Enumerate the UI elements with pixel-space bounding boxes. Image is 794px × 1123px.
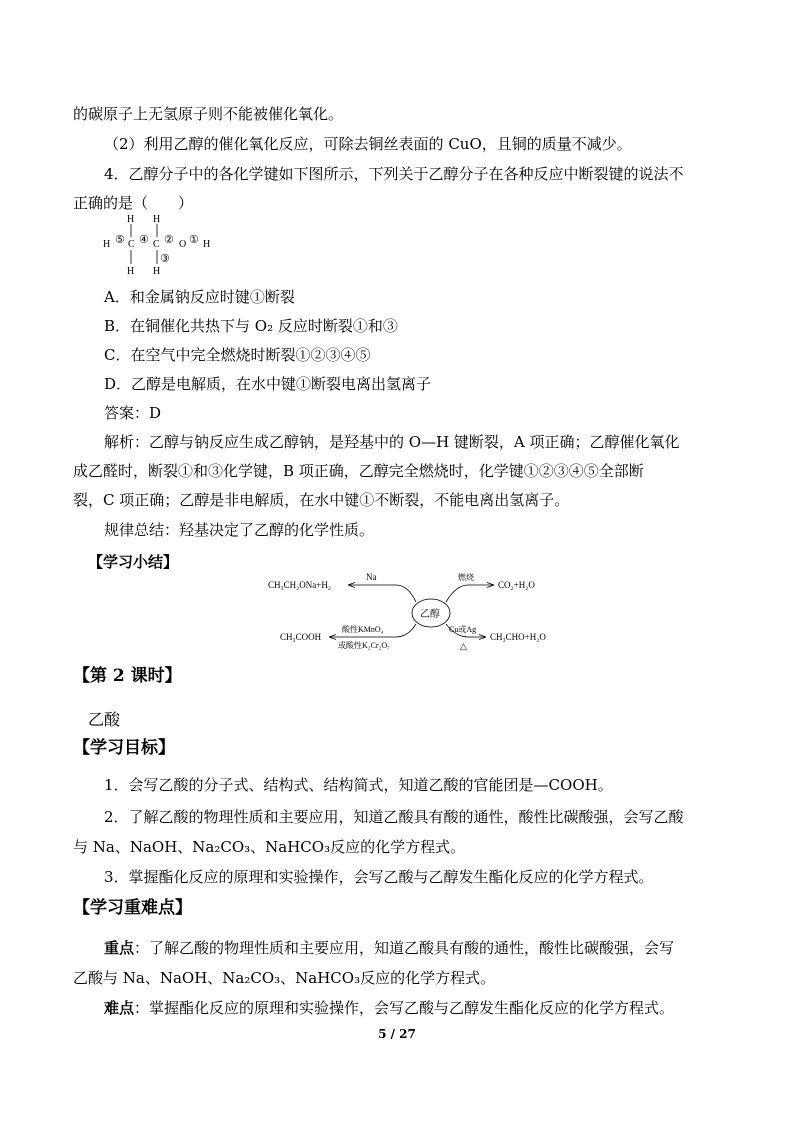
answer-line: 答案：D: [104, 404, 162, 422]
product-label: CH₃COOH: [280, 632, 322, 642]
condition-label: 酸性KMnO₄: [342, 625, 384, 634]
condition-label: 燃烧: [458, 573, 474, 582]
bond-label-3: ③: [160, 253, 170, 265]
difficulty-text: ：掌握酯化反应的原理和实验操作，会写乙酸与乙醇发生酯化反应的化学方程式。: [134, 999, 675, 1017]
difficulty-label: 难点: [104, 999, 135, 1017]
option-c: C．在空气中完全燃烧时断裂①②③④⑤: [104, 346, 371, 364]
key-text: ：了解乙酸的物理性质和主要应用，知道乙酸具有酸的通性，酸性比碳酸强，会写: [134, 939, 675, 957]
rule-summary: 规律总结：羟基决定了乙醇的化学性质。: [104, 521, 375, 539]
analysis-line: 解析：乙醇与钠反应生成乙醇钠，是羟基中的 O—H 键断裂，A 项正确；乙醇催化氧化: [104, 433, 680, 451]
product-label: CH₃CH₂ONa+H₂: [268, 580, 331, 590]
atom-o: O: [179, 239, 187, 250]
bond-label-2: ②: [164, 234, 174, 246]
condition-label: 或酸性K₂Cr₂O₇: [338, 641, 390, 650]
summary-heading: 【学习小结】: [88, 553, 179, 571]
atom-h: H: [203, 239, 211, 250]
option-d: D．乙醇是电解质，在水中键①断裂电离出氢离子: [104, 375, 432, 393]
difficulty-line: [104, 998, 674, 1018]
atom-h: H: [103, 239, 111, 250]
atom-h: H: [153, 214, 161, 225]
analysis-line: 成乙醛时，断裂①和③化学键，B 项正确，乙醇完全燃烧时，化学键①②③④⑤全部断: [73, 462, 644, 480]
page-number: 5 / 27: [378, 1027, 416, 1041]
atom-h: H: [153, 266, 161, 277]
atom-c: C: [128, 239, 135, 250]
product-label: CH₃CHO+H₂O: [490, 632, 546, 642]
reaction-arrow: [348, 585, 416, 602]
lesson-topic: 乙酸: [88, 710, 121, 729]
paragraph-line: （2）利用乙醇的催化氧化反应，可除去铜丝表面的 CuO，且铜的质量不减少。: [104, 135, 632, 153]
key-label: 重点: [104, 939, 135, 957]
paragraph-line: 的碳原子上无氢原子则不能被催化氧化。: [73, 105, 344, 123]
lesson-heading: 【第 2 课时】: [73, 666, 182, 686]
question-stem: 正确的是（ ）: [73, 194, 194, 212]
bond-label-5: ⑤: [115, 234, 125, 246]
goal-item: 2．了解乙酸的物理性质和主要应用，知道乙酸具有酸的通性，酸性比碳酸强，会写乙酸: [104, 808, 684, 826]
option-a: A．和金属钠反应时键①断裂: [104, 288, 295, 306]
bond-label-4: ④: [139, 234, 149, 246]
goal-item: 3．掌握酯化反应的原理和实验操作，会写乙酸与乙醇发生酯化反应的化学方程式。: [104, 868, 654, 886]
center-label: 乙醇: [420, 609, 440, 620]
bond-label-1: ①: [189, 234, 199, 246]
question-stem: 4．乙醇分子中的各化学键如下图所示，下列关于乙醇分子在各种反应中断裂键的说法不: [104, 165, 684, 183]
goal-item: 与 Na、NaOH、Na₂CO₃、NaHCO₃反应的化学方程式。: [73, 838, 466, 856]
key-point-line: [104, 938, 674, 958]
atom-c: C: [153, 239, 160, 250]
key-point-line: 乙酸与 Na、NaOH、Na₂CO₃、NaHCO₃反应的化学方程式。: [73, 969, 496, 987]
goals-heading: 【学习目标】: [73, 738, 175, 758]
condition-label: Na: [366, 572, 377, 582]
analysis-line: 裂，C 项正确；乙醇是非电解质，在水中键①不断裂，不能电离出氢离子。: [73, 491, 570, 509]
product-label: CO₂+H₂O: [498, 580, 535, 590]
ethanol-structure-diagram: [100, 212, 230, 278]
condition-label: △: [460, 641, 467, 651]
option-b: B．在铜催化共热下与 O₂ 反应时断裂①和③: [104, 317, 398, 335]
reaction-arrow: [446, 585, 494, 602]
atom-h: H: [127, 266, 135, 277]
atom-h: H: [127, 214, 135, 225]
goal-item: 1．会写乙酸的分子式、结构式、结构简式，知道乙酸的官能团是—COOH。: [104, 776, 613, 794]
condition-label: Cu或Ag: [449, 625, 477, 634]
key-points-heading: 【学习重难点】: [73, 898, 192, 918]
ethanol-reaction-summary-diagram: [266, 566, 566, 658]
